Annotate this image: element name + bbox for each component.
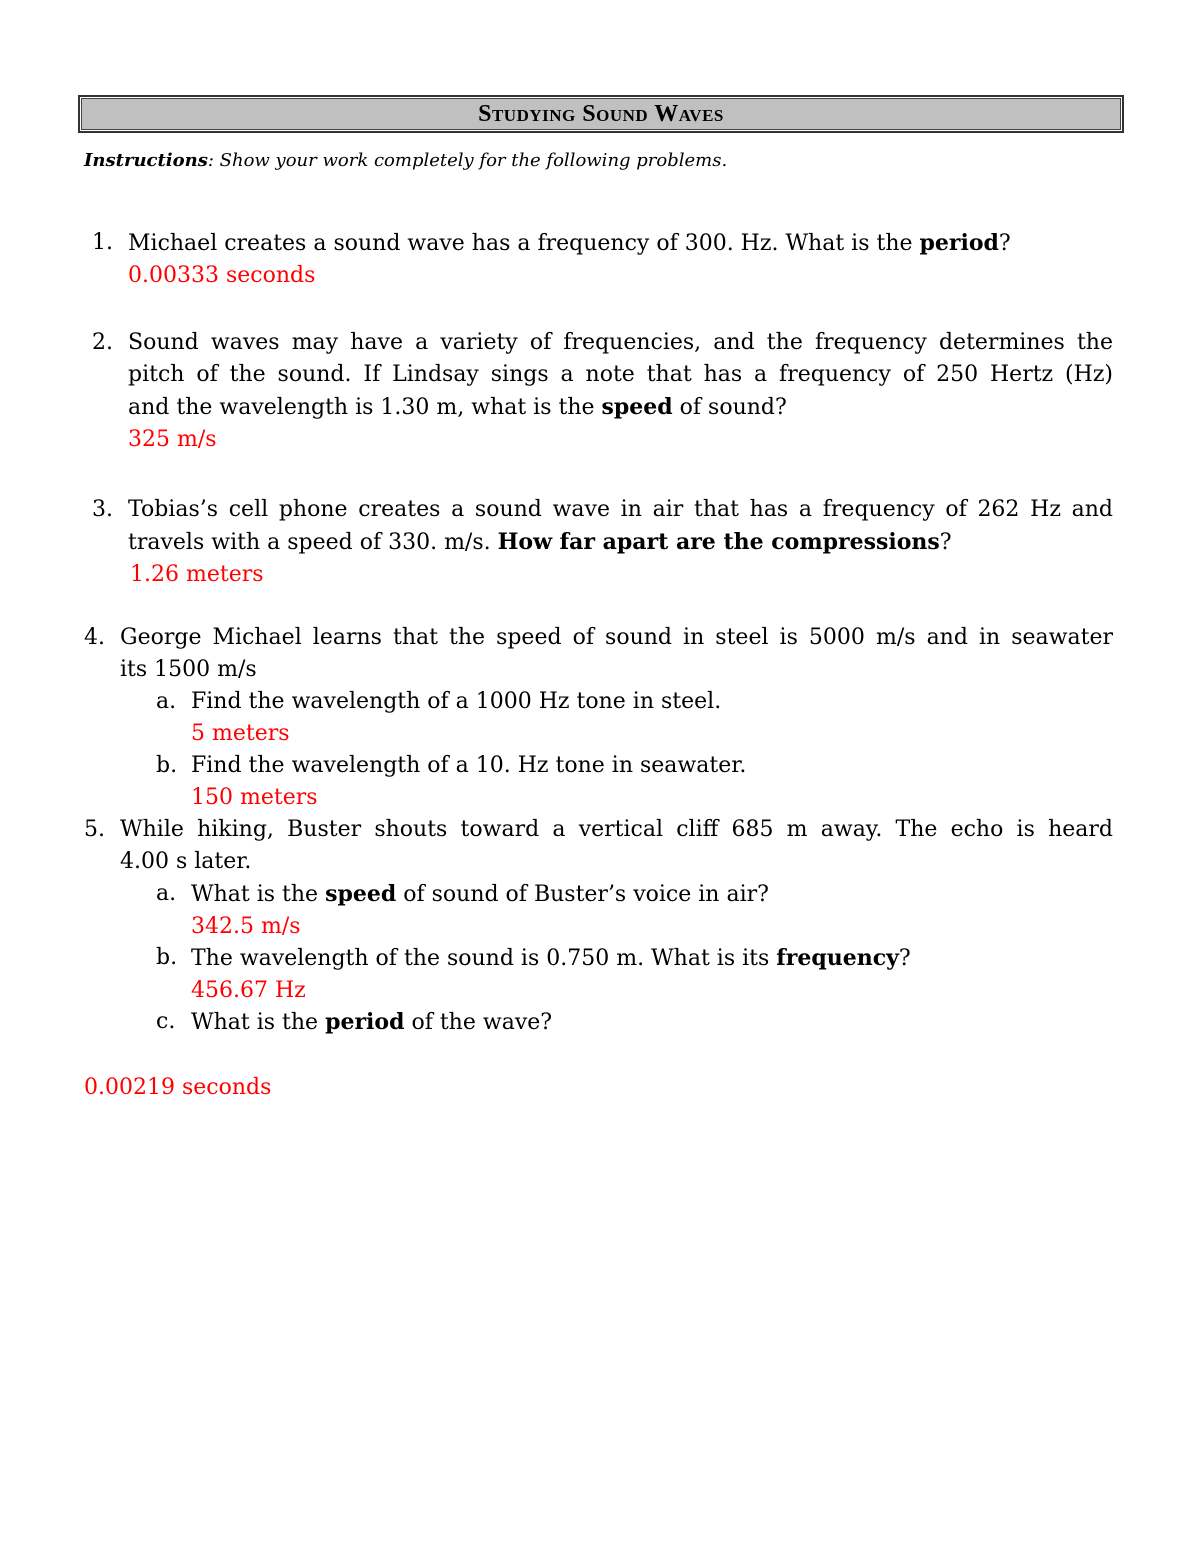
question-number: 4. bbox=[84, 625, 105, 650]
final-answer: 0.00219 seconds bbox=[84, 1075, 272, 1100]
question-line: its 1500 m/s bbox=[120, 657, 257, 682]
answer: 1.26 meters bbox=[130, 562, 264, 587]
worksheet-title bbox=[78, 95, 1124, 133]
answer: 456.67 Hz bbox=[191, 978, 306, 1003]
sub-question-4b bbox=[191, 750, 746, 814]
question-text-part: Michael creates a sound wave has a frequency of 300. Hz. What is the bbox=[128, 231, 920, 256]
instructions-label: Instructions bbox=[84, 150, 208, 171]
question-text-part: of sound of Buster’s voice in air? bbox=[396, 882, 769, 907]
sub-letter: b. bbox=[156, 753, 178, 778]
keyword-compressions: How far apart are the compressions bbox=[497, 529, 940, 555]
question-text bbox=[120, 622, 1113, 686]
answer: 325 m/s bbox=[128, 427, 217, 452]
sub-letter: a. bbox=[156, 689, 177, 714]
instructions bbox=[84, 150, 727, 171]
answer: 5 meters bbox=[191, 721, 290, 746]
question-text bbox=[128, 227, 1113, 292]
sub-question-text: Find the wavelength of a 1000 Hz tone in steel. bbox=[191, 689, 722, 714]
question-text bbox=[120, 814, 1113, 878]
question-line: 4.00 s later. bbox=[120, 849, 252, 874]
answer: 0.00333 seconds bbox=[128, 263, 316, 288]
keyword-period: period bbox=[919, 230, 999, 256]
question-number: 2. bbox=[92, 330, 113, 355]
sub-question-text: Find the wavelength of a 10. Hz tone in seawater. bbox=[191, 753, 747, 778]
sub-letter: c. bbox=[156, 1009, 176, 1034]
sub-question-5a bbox=[191, 878, 769, 943]
sub-letter: a. bbox=[156, 881, 177, 906]
question-number: 1. bbox=[92, 230, 113, 255]
question-text bbox=[128, 494, 1113, 591]
sub-question-5c bbox=[191, 1006, 552, 1039]
question-text-part: of sound? bbox=[672, 395, 787, 420]
question-text-part: ? bbox=[939, 530, 952, 555]
question-line: Sound waves may have a variety of frequencies, and the frequency determines the bbox=[128, 330, 1113, 355]
instructions-text: : Show your work completely for the following problems. bbox=[207, 150, 728, 171]
question-text-part: ? bbox=[998, 231, 1011, 256]
sub-question-5b bbox=[191, 942, 911, 1007]
keyword-period: period bbox=[325, 1009, 405, 1035]
question-text-part: travels with a speed of 330. m/s. bbox=[128, 530, 498, 555]
question-text-part: What is the bbox=[191, 1010, 326, 1035]
question-text-part: of the wave? bbox=[404, 1010, 553, 1035]
question-text-part: ? bbox=[898, 946, 911, 971]
question-text bbox=[128, 327, 1113, 456]
question-number: 3. bbox=[92, 497, 113, 522]
keyword-frequency: frequency bbox=[776, 945, 899, 971]
keyword-speed: speed bbox=[601, 394, 673, 420]
worksheet-title-text: Studying Sound Waves bbox=[478, 100, 724, 127]
answer: 342.5 m/s bbox=[191, 914, 301, 939]
question-line: While hiking, Buster shouts toward a vertical cliff 685 m away. The echo is heard bbox=[120, 817, 1113, 842]
question-line: George Michael learns that the speed of sound in steel is 5000 m/s and in seawater bbox=[120, 625, 1113, 650]
question-text-part: What is the bbox=[191, 882, 326, 907]
question-number: 5. bbox=[84, 817, 105, 842]
question-text-part: The wavelength of the sound is 0.750 m. What is its bbox=[191, 946, 777, 971]
keyword-speed: speed bbox=[325, 881, 397, 907]
sub-question-4a bbox=[191, 686, 721, 750]
answer: 150 meters bbox=[191, 785, 318, 810]
question-line: pitch of the sound. If Lindsay sings a note that has a frequency of 250 Hertz (Hz) bbox=[128, 362, 1113, 387]
question-text-part: and the wavelength is 1.30 m, what is the bbox=[128, 395, 602, 420]
sub-letter: b. bbox=[156, 945, 178, 970]
question-line: Tobias’s cell phone creates a sound wave in air that has a frequency of 262 Hz and bbox=[128, 497, 1113, 522]
